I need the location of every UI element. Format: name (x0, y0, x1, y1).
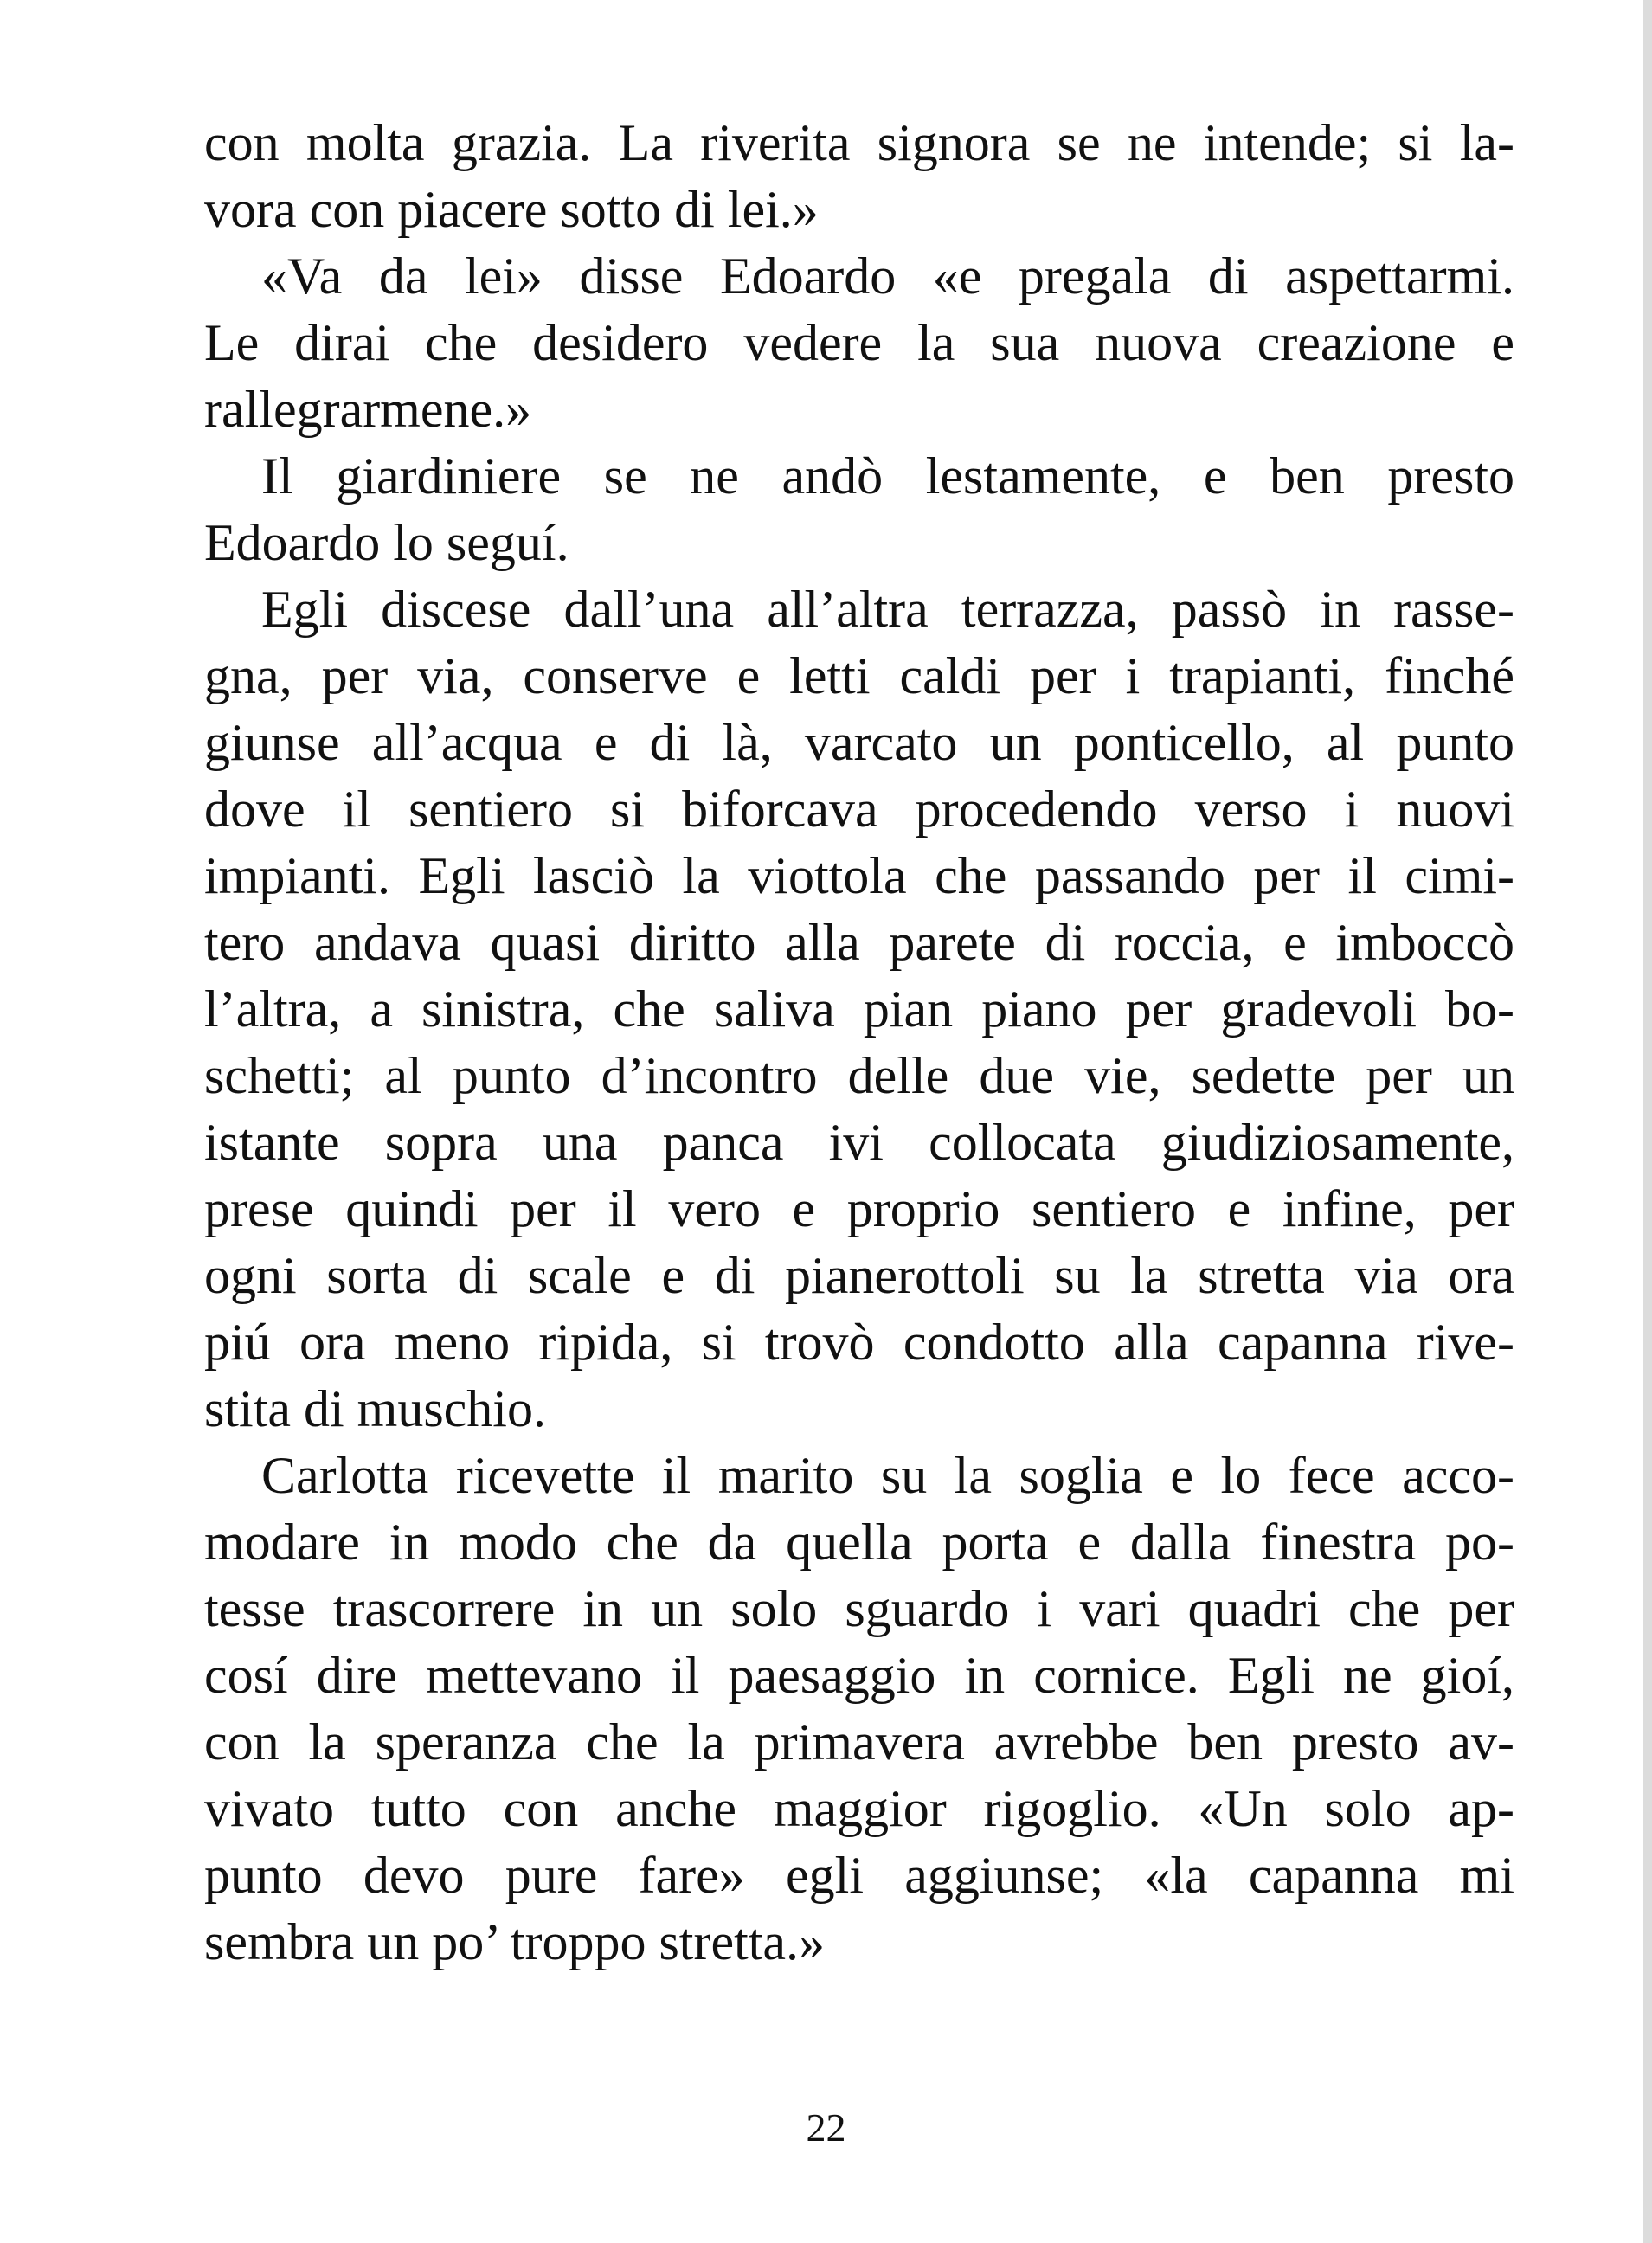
text-line: con la speranza che la primavera avrebbe ben presto av- (204, 1713, 1514, 1771)
text-line: Le dirai che desidero vedere la sua nuova creazione e (204, 314, 1514, 371)
text-line: con molta grazia. La riverita signora se ne intende; si la- (204, 114, 1514, 171)
text-line: rallegrarmene.» (204, 381, 532, 438)
text-line: modare in modo che da quella porta e dalla finestra po- (204, 1514, 1514, 1571)
paragraph (204, 110, 1514, 243)
text-line: Carlotta ricevette il marito su la soglia e lo fece acco- (261, 1447, 1514, 1504)
paragraph (204, 443, 1514, 576)
text-line: Edoardo lo seguí. (204, 514, 569, 571)
paragraph (204, 1443, 1514, 1976)
text-line: istante sopra una panca ivi collocata giudiziosamente, (204, 1114, 1514, 1171)
text-line: prese quindi per il vero e proprio sentiero e infine, per (204, 1180, 1514, 1237)
text-line: tero andava quasi diritto alla parete di roccia, e imboccò (204, 914, 1514, 971)
text-line: impianti. Egli lasciò la viottola che passando per il cimi- (204, 847, 1514, 904)
text-line: vora con piacere sotto di lei.» (204, 181, 819, 238)
text-line: «Va da lei» disse Edoardo «e pregala di aspettarmi. (261, 247, 1514, 305)
text-line: schetti; al punto d’incontro delle due vie, sedette per un (204, 1047, 1514, 1104)
text-line: giunse all’acqua e di là, varcato un ponticello, al punto (204, 714, 1514, 771)
text-line: Egli discese dall’una all’altra terrazza, passò in rasse- (261, 581, 1514, 638)
text-line: ogni sorta di scale e di pianerottoli su la stretta via ora (204, 1247, 1514, 1304)
paragraph (204, 576, 1514, 1443)
text-line: tesse trascorrere in un solo sguardo i vari quadri che per (204, 1580, 1514, 1637)
text-line: gna, per via, conserve e letti caldi per i trapianti, finché (204, 647, 1514, 704)
text-line: dove il sentiero si biforcava procedendo verso i nuovi (204, 781, 1514, 838)
text-line: sembra un po’ troppo stretta.» (204, 1913, 826, 1970)
text-line: l’altra, a sinistra, che saliva pian piano per gradevoli bo- (204, 980, 1514, 1038)
text-line: piú ora meno ripida, si trovò condotto alla capanna rive- (204, 1314, 1514, 1371)
scrollbar[interactable] (1643, 0, 1652, 2243)
page-number: 22 (806, 2105, 846, 2150)
text-line: Il giardiniere se ne andò lestamente, e ben presto (261, 447, 1514, 505)
text-line: punto devo pure fare» egli aggiunse; «la capanna mi (204, 1847, 1514, 1904)
paragraph (204, 243, 1514, 443)
text-line: stita di muschio. (204, 1380, 546, 1437)
page-body (204, 110, 1514, 1976)
text-line: cosí dire mettevano il paesaggio in cornice. Egli ne gioí, (204, 1647, 1514, 1704)
text-line: vivato tutto con anche maggior rigoglio. «Un solo ap- (204, 1780, 1514, 1837)
